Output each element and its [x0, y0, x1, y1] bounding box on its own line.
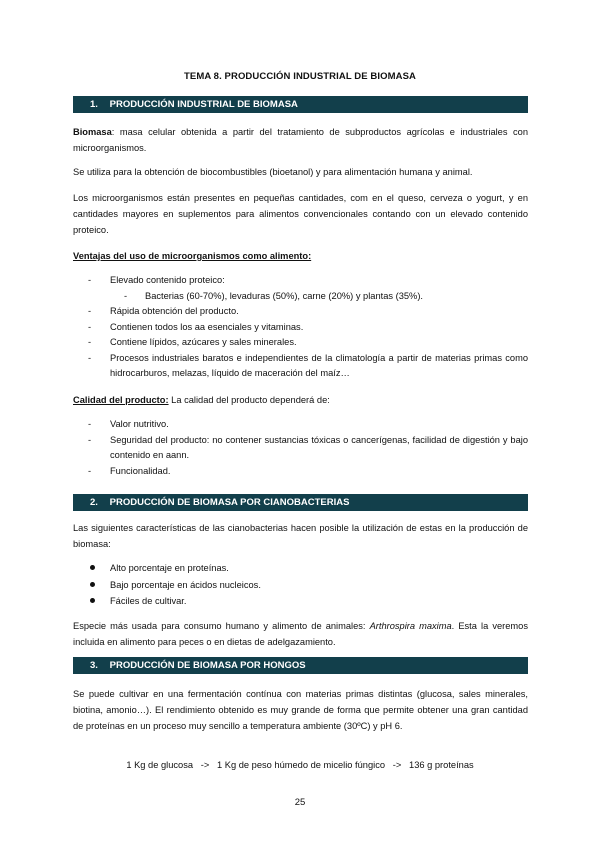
calidad-heading: Calidad del producto: [73, 395, 169, 405]
definition-term: Biomasa [73, 127, 112, 137]
calidad-text: La calidad del producto dependerá de: [168, 395, 330, 405]
biomasa-definition [73, 124, 528, 156]
section-title: PRODUCCIÓN DE BIOMASA POR HONGOS [109, 660, 306, 671]
section-title: PRODUCCIÓN DE BIOMASA POR CIANOBACTERIAS [109, 497, 350, 508]
definition-text: : masa celular obtenida a partir del tratamiento de subproductos agrícolas e industriales con microorganismos. [73, 127, 528, 153]
calidad-paragraph [73, 392, 528, 408]
list-item: Fáciles de cultivar. [88, 593, 528, 610]
cianobacterias-list [88, 560, 528, 610]
list-item: - Elevado contenido proteico: [88, 273, 528, 289]
species-name: Arthrospira maxima [369, 621, 452, 631]
paragraph: Los microorganismos están presentes en pequeñas cantidades, com en el queso, cerveza o yogurt, y en cantidades mayores en suplementos para alimentos convencionales contando con un elevado contenido proteico. [73, 193, 528, 235]
yield-equation: 1 Kg de glucosa -> 1 Kg de peso húmedo de micelio fúngico -> 136 g proteínas [126, 760, 474, 770]
list-item: Alto porcentaje en proteínas. [88, 560, 528, 577]
list-item: - Seguridad del producto: no contener sustancias tóxicas o cancerígenas, facilidad de digestión y bajo contenido en aann. [88, 433, 528, 464]
especie-text: Especie más usada para consumo humano y alimento de animales: [73, 621, 370, 631]
subheading [73, 248, 528, 264]
calidad-list [88, 417, 528, 479]
list-item: - Valor nutritivo. [88, 417, 528, 433]
section-heading-3 [73, 657, 528, 674]
list-item: - Bacterias (60-70%), levaduras (50%), carne (20%) y plantas (35%). [88, 289, 528, 305]
list-item: - Funcionalidad. [88, 464, 528, 480]
section-number: 2. [90, 497, 98, 508]
ventajas-list [88, 273, 528, 382]
page-title: TEMA 8. PRODUCCIÓN INDUSTRIAL DE BIOMASA [183, 71, 416, 82]
paragraph: Se utiliza para la obtención de biocombustibles (bioetanol) y para alimentación humana y animal. [73, 167, 473, 177]
especie-paragraph [73, 618, 528, 650]
paragraph: Las siguientes características de las cianobacterias hacen posible la utilización de estas en la producción de biomasa: [73, 523, 528, 549]
list-item: - Rápida obtención del producto. [88, 304, 528, 320]
especie-text: . Esta la veremos incluida en alimento para peces o en dietas de adelgazamiento. [73, 621, 528, 647]
page-number: 25 [294, 797, 306, 808]
section-heading-1 [73, 96, 528, 113]
section-number: 1. [90, 99, 98, 110]
list-item: - Contienen todos los aa esenciales y vitaminas. [88, 320, 528, 336]
section-title: PRODUCCIÓN INDUSTRIAL DE BIOMASA [109, 99, 298, 110]
section-heading-2 [73, 494, 528, 511]
list-item: Bajo porcentaje en ácidos nucleicos. [88, 577, 528, 594]
ventajas-heading: Ventajas del uso de microorganismos como alimento: [73, 251, 312, 261]
paragraph: Se puede cultivar en una fermentación contínua con materias primas distintas (glucosa, sales minerales, biotina, amonio…). El rendimiento obtenido es muy grande de forma que permite obtener una gran cantidad de proteínas en un proceso muy sencillo a temperatura ambiente (30ºC) y pH 6. [73, 689, 528, 731]
list-item: - Procesos industriales baratos e independientes de la climatología a partir de materias primas como hidrocarburos, melazas, líquido de maceración del maíz… [88, 351, 528, 382]
list-item: - Contiene lípidos, azúcares y sales minerales. [88, 335, 528, 351]
section-number: 3. [90, 660, 98, 671]
